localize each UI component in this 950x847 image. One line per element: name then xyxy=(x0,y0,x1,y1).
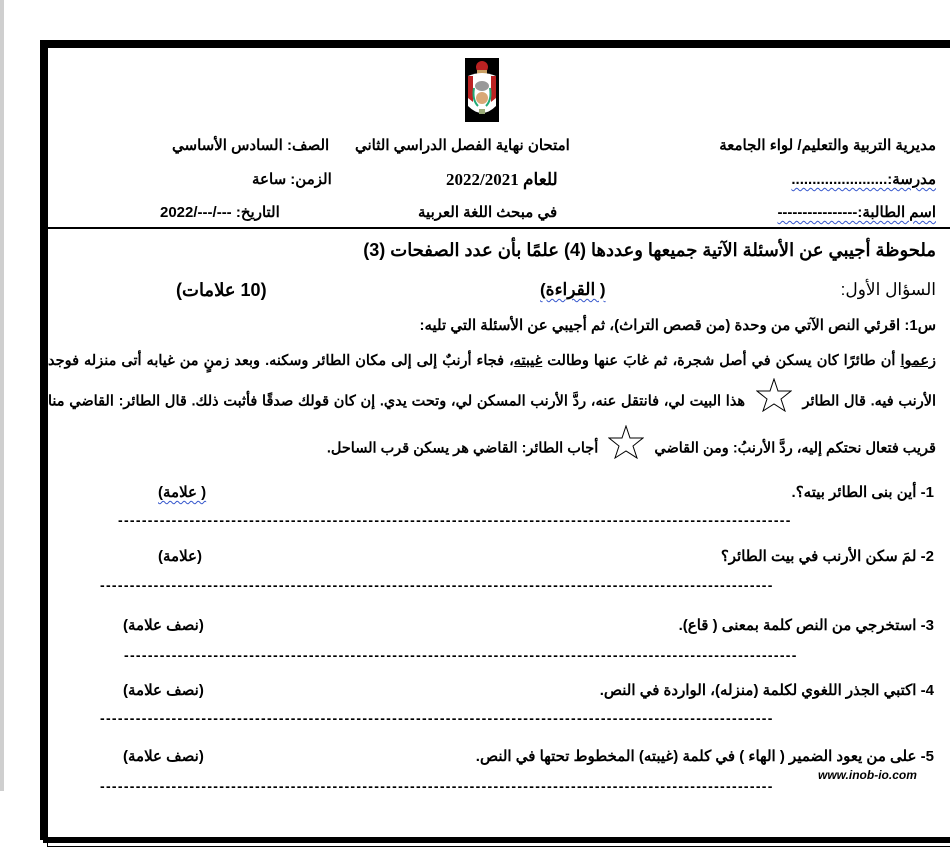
passage-text: أن طائرًا كان يسكن في أصل شجرة، ثم غابَ عنها وطالت xyxy=(542,353,901,369)
star-icon xyxy=(756,378,792,425)
item-3-mark: (نصف علامة) xyxy=(123,617,204,634)
student-name-label: اسم الطالبة:---------------- xyxy=(777,204,936,221)
school-field[interactable]: مدرسة:....................... xyxy=(791,171,936,188)
exam-title: امتحان نهاية الفصل الدراسي الثاني xyxy=(355,137,570,154)
star-icon xyxy=(608,425,644,472)
answer-line-4[interactable]: ----------------------------------------------------------------------------------------------------------------- xyxy=(100,710,774,726)
item-5-mark: (نصف علامة) xyxy=(123,748,204,765)
question-item-4: 4- اكتبي الجذر اللغوي لكلمة (منزله)، الواردة في النص. xyxy=(599,682,934,699)
question1-marks: (10 علامات) xyxy=(176,280,267,300)
answer-line-1[interactable]: ----------------------------------------------------------------------------------------------------------------- xyxy=(118,512,792,528)
page-edge xyxy=(0,0,4,791)
academic-year: للعام 2022/2021 xyxy=(446,170,558,189)
watermark: www.inob-io.com xyxy=(818,768,917,782)
passage-text: ، فجاء أرنبٌ إلى إلى مكان الطائر وسكنه. وبعد زمنٍ من غيابه أتى منزله فوجد الأرنب فيه. قال الطائر xyxy=(48,353,937,410)
question-item-1: 1- أين بنى الطائر بيته؟. xyxy=(791,484,934,501)
question1-topic: ( القراءة) xyxy=(540,280,606,299)
item-1-mark: ( علامة) xyxy=(158,484,207,501)
answer-line-3[interactable]: ----------------------------------------------------------------------------------------------------------------- xyxy=(124,647,798,663)
header-divider xyxy=(47,227,950,229)
question1-title: السؤال الأول: xyxy=(840,280,936,299)
passage-underlined-word: زعموا xyxy=(900,353,936,369)
question-item-2: 2- لمَ سكن الأرنب في بيت الطائر؟ xyxy=(720,548,934,565)
grade-label: الصف: السادس الأساسي xyxy=(172,137,330,154)
exam-note: ملحوظة أجيبي عن الأسئلة الآتية جميعها وعددها (4) علمًا بأن عدد الصفحات (3) xyxy=(363,240,936,260)
reading-passage xyxy=(48,345,936,472)
jordan-coat-of-arms-logo xyxy=(465,58,499,122)
subject-label: في مبحث اللغة العربية xyxy=(418,204,558,221)
question-item-3: 3- استخرجي من النص كلمة بمعنى ( قاع). xyxy=(678,617,934,634)
answer-line-2[interactable]: ----------------------------------------------------------------------------------------------------------------- xyxy=(100,577,774,593)
question-item-5: 5- على من يعود الضمير ( الهاء ) في كلمة (غيبته) المخطوط تحتها في النص. xyxy=(475,748,934,765)
passage-text: هذا البيت لي، فانتقل عنه، ردَّ الأرنب المسكن لي، وتحت يدي. إن كان قولك صدقًا فأثبت ذلك. قال الطائر: القاضي منا قريب فتعال نحتكم إليه، ردَّ الأرنبُ: ومن القاضي xyxy=(48,393,936,457)
item-4-mark: (نصف علامة) xyxy=(123,682,204,699)
answer-line-5[interactable]: ----------------------------------------------------------------------------------------------------------------- xyxy=(100,778,774,794)
date-field: التاريخ: ---/---/2022 xyxy=(160,204,280,221)
passage-underlined-word: غيبته xyxy=(513,353,543,369)
time-label: الزمن: ساعة xyxy=(252,171,332,188)
directorate-label: مديرية التربية والتعليم/ لواء الجامعة xyxy=(719,137,936,154)
student-name-field[interactable] xyxy=(777,203,936,221)
question1-instruction: س1: اقرئي النص الآتي من وحدة (من قصص التراث)، ثم أجيبي عن الأسئلة التي تليه: xyxy=(419,317,936,334)
passage-text: أجاب الطائر: القاضي هر يسكن قرب الساحل. xyxy=(326,440,599,457)
item-2-mark: (علامة) xyxy=(158,548,202,565)
